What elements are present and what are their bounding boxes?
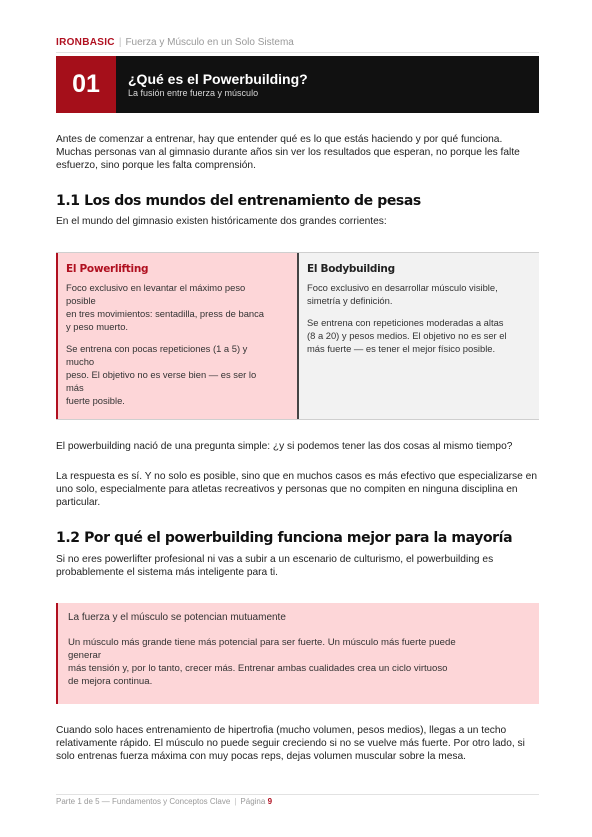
comparison-box: [56, 252, 539, 420]
bodybuilding-line: simetría y definición.: [307, 295, 393, 306]
powerlifting-line: Se entrena con pocas repeticiones (1 a 5) y: [66, 343, 248, 354]
bodybuilding-line: más fuerte — es tener el mejor físico posible.: [307, 343, 496, 354]
page-footer: [56, 797, 539, 806]
bodybuilding-line: Se entrena con repeticiones moderadas a altas: [307, 317, 504, 328]
callout-line: de mejora continua.: [68, 676, 153, 687]
powerlifting-line: Foco exclusivo en levantar el máximo peso: [66, 282, 246, 293]
header-separator: |: [118, 37, 122, 48]
bodybuilding-line: (8 a 20) y pesos medios. El objetivo no es ser el: [307, 330, 507, 341]
page-header: [56, 37, 539, 51]
powerlifting-line: más: [66, 382, 84, 393]
brand-name: IRONBASIC: [56, 37, 115, 48]
powerlifting-line: posible: [66, 295, 96, 306]
callout-line: más tensión y, por lo tanto, crecer más. Entrenar ambas cualidades crea un ciclo virtuoso: [68, 663, 448, 674]
chapter-title: ¿Qué es el Powerbuilding?: [128, 71, 308, 87]
bodybuilding-line: Foco exclusivo en desarrollar músculo visible,: [307, 282, 498, 293]
chapter-banner: [56, 56, 539, 113]
intro-paragraph: Antes de comenzar a entrenar, hay que entender qué es lo que estás haciendo y por qué funciona. Muchas personas van al gimnasio durante años sin ver los resultados que esperan, no porque les falte esfuerzo, sino porque les falta comprensión.: [56, 134, 520, 171]
section-1-2-lead: Si no eres powerlifter profesional ni vas a subir a un escenario de culturismo, el powerbuilding es probablemente el sistema más inteligente para ti.: [56, 554, 494, 578]
callout-line: Un músculo más grande tiene más potencial para ser fuerte. Un músculo más fuerte puede: [68, 637, 456, 648]
footer-separator: |: [234, 797, 237, 806]
callout-line: generar: [68, 650, 102, 661]
powerlifting-line: fuerte posible.: [66, 395, 125, 406]
powerlifting-line: y peso muerto.: [66, 321, 129, 332]
footer-part: Parte 1 de 5 — Fundamentos y Conceptos Clave: [56, 797, 231, 806]
powerlifting-column: [56, 253, 297, 419]
chapter-number: 01: [56, 56, 116, 113]
powerlifting-title: El Powerlifting: [66, 263, 149, 275]
section-heading-1-1: 1.1 Los dos mundos del entrenamiento de pesas: [56, 193, 421, 209]
footer-page-label: Página: [240, 797, 266, 806]
section-heading-1-2: 1.2 Por qué el powerbuilding funciona mejor para la mayoría: [56, 530, 513, 546]
powerlifting-line: en tres movimientos: sentadilla, press de banca: [66, 308, 265, 319]
powerbuilding-answer-paragraph: La respuesta es sí. Y no solo es posible, sino que en muchos casos es más efectivo que especializarse en uno solo, especialmente para atletas recreativos y personas que no compiten en ninguna disciplina en particular.: [56, 471, 537, 508]
powerlifting-line: peso. El objetivo no es verse bien — es ser lo: [66, 369, 257, 380]
header-divider: [56, 52, 539, 53]
callout-box: [56, 603, 539, 704]
footer-page-number: 9: [267, 797, 273, 806]
powerbuilding-origin-paragraph: El powerbuilding nació de una pregunta simple: ¿y si podemos tener las dos cosas al mismo tiempo?: [56, 441, 513, 452]
closing-paragraph: Cuando solo haces entrenamiento de hipertrofia (mucho volumen, pesos medios), llegas a un techo relativamente rápido. El músculo no puede seguir creciendo si no se vuelve más fuerte. Por otro lado, si solo entrenas fuerza máxima con muy pocas reps, dejas volumen muscular sobre la mesa.: [56, 725, 525, 762]
footer-divider: [56, 794, 539, 795]
chapter-text: [116, 56, 308, 113]
powerlifting-line: mucho: [66, 356, 95, 367]
bodybuilding-title: El Bodybuilding: [307, 263, 395, 275]
callout-title: La fuerza y el músculo se potencian mutuamente: [68, 612, 286, 623]
bodybuilding-column: [297, 253, 539, 419]
chapter-subtitle: La fusión entre fuerza y músculo: [128, 88, 259, 98]
brand-tagline: Fuerza y Músculo en un Solo Sistema: [125, 37, 294, 48]
section-1-1-lead: En el mundo del gimnasio existen históricamente dos grandes corrientes:: [56, 216, 387, 227]
